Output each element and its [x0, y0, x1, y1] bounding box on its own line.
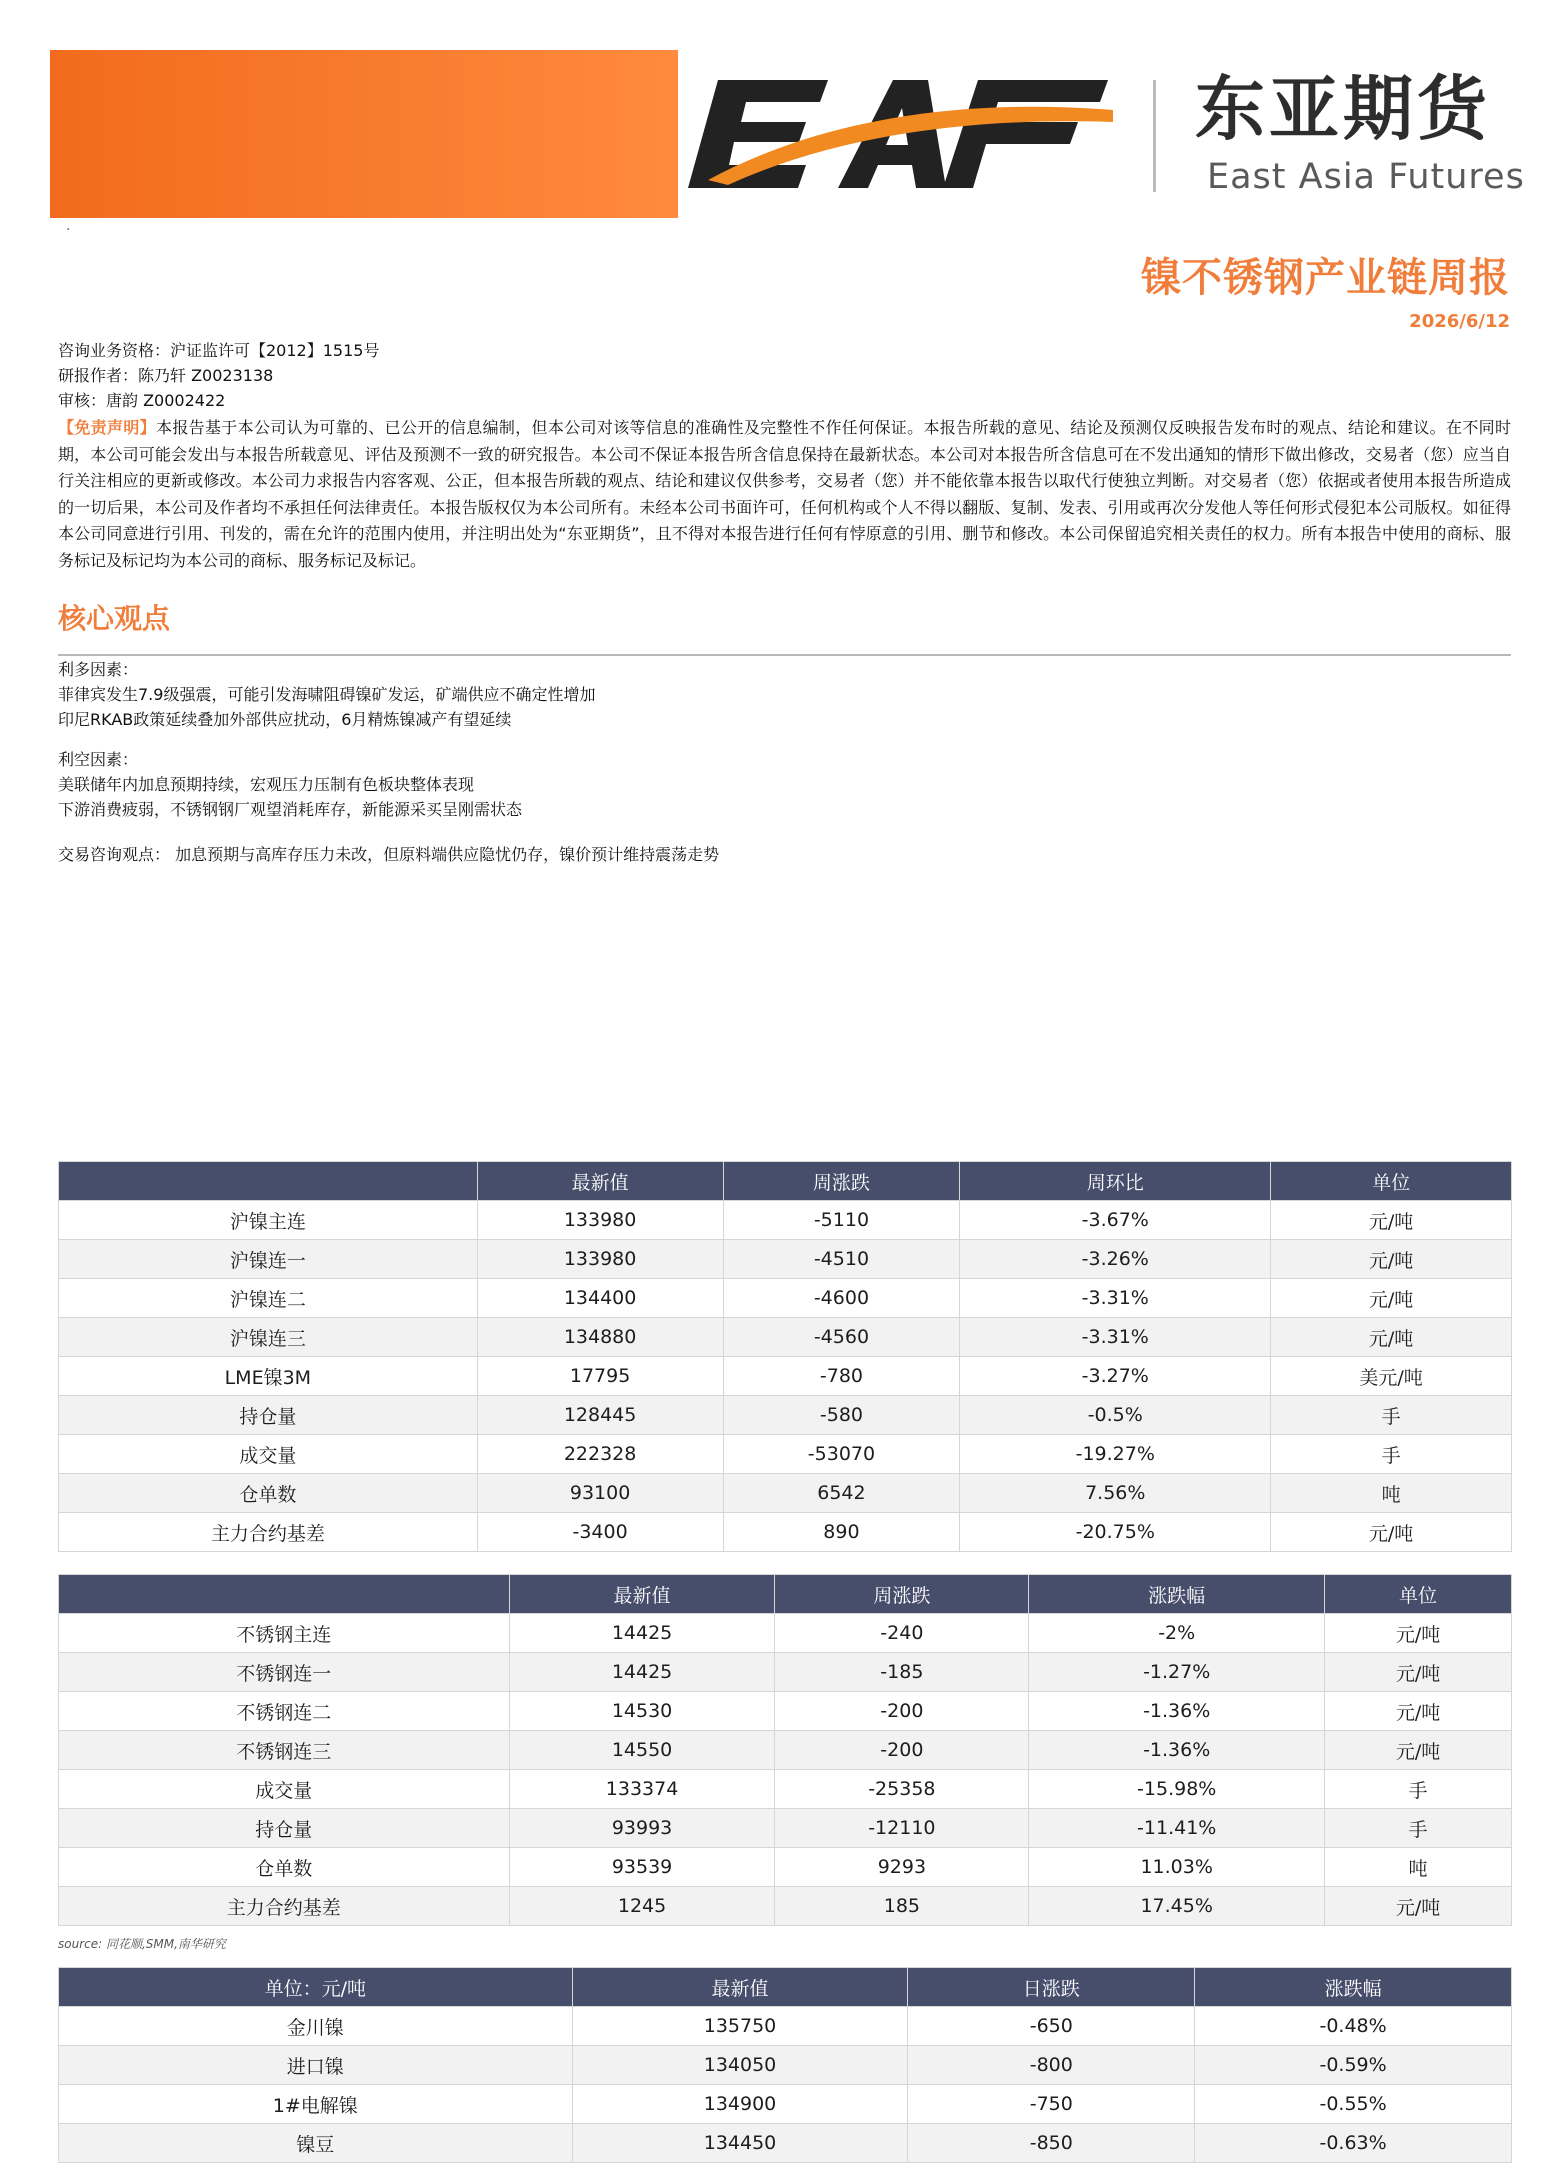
table-row	[59, 1357, 1512, 1396]
table-cell: 93993	[509, 1809, 775, 1848]
table-row	[59, 1435, 1512, 1474]
column-header: 最新值	[477, 1162, 723, 1201]
table-cell: -1.27%	[1029, 1653, 1325, 1692]
row-label: 沪镍连一	[59, 1240, 478, 1279]
table-cell: -53070	[723, 1435, 960, 1474]
table-cell: -3.67%	[960, 1201, 1271, 1240]
table-cell: 元/吨	[1271, 1240, 1512, 1279]
table-row	[59, 2085, 1512, 2124]
table-cell: 元/吨	[1325, 1653, 1512, 1692]
column-header: 周涨跌	[775, 1575, 1029, 1614]
stainless-futures-table	[58, 1574, 1512, 1926]
column-header: 最新值	[509, 1575, 775, 1614]
row-label: 不锈钢主连	[59, 1614, 510, 1653]
table-cell: 134880	[477, 1318, 723, 1357]
table-cell: -5110	[723, 1201, 960, 1240]
logo-divider	[1153, 80, 1156, 192]
table-cell: 222328	[477, 1435, 723, 1474]
table-cell: -20.75%	[960, 1513, 1271, 1552]
row-label: 仓单数	[59, 1848, 510, 1887]
row-label: 不锈钢连二	[59, 1692, 510, 1731]
table-cell: 元/吨	[1325, 1614, 1512, 1653]
section-divider	[58, 654, 1511, 656]
row-label: 主力合约基差	[59, 1887, 510, 1926]
row-label: 金川镍	[59, 2007, 573, 2046]
table-cell: 11.03%	[1029, 1848, 1325, 1887]
row-label: 主力合约基差	[59, 1513, 478, 1552]
table-cell: 元/吨	[1271, 1318, 1512, 1357]
table-cell: 185	[775, 1887, 1029, 1926]
row-label: 沪镍连三	[59, 1318, 478, 1357]
table-cell: 元/吨	[1325, 1731, 1512, 1770]
nickel-spot-table	[58, 1967, 1512, 2163]
column-header: 单位	[1325, 1575, 1512, 1614]
table-cell: -1.36%	[1029, 1731, 1325, 1770]
eaf-logo-icon	[688, 70, 1118, 200]
table-cell: 133980	[477, 1240, 723, 1279]
trade-view: 交易咨询观点： 加息预期与高库存压力未改，但原料端供应隐忧仍存，镍价预计维持震荡走势	[58, 845, 720, 864]
table-cell: -1.36%	[1029, 1692, 1325, 1731]
table-row	[59, 2124, 1512, 2163]
row-label: 沪镍连二	[59, 1279, 478, 1318]
table-cell: 元/吨	[1271, 1201, 1512, 1240]
table-cell: -3400	[477, 1513, 723, 1552]
bull-label: 利多因素：	[58, 660, 139, 679]
brand-name-cn: 东亚期货	[1195, 68, 1491, 150]
table-row	[59, 2007, 1512, 2046]
table-cell: 134050	[572, 2046, 908, 2085]
table-cell: 134400	[477, 1279, 723, 1318]
table-cell: -185	[775, 1653, 1029, 1692]
table-row	[59, 1318, 1512, 1357]
report-title: 镍不锈钢产业链周报	[1141, 255, 1510, 301]
table-cell: -15.98%	[1029, 1770, 1325, 1809]
table-cell: -0.48%	[1195, 2007, 1512, 2046]
table-row	[59, 1240, 1512, 1279]
table-cell: 93539	[509, 1848, 775, 1887]
column-header: 周环比	[960, 1162, 1271, 1201]
table-cell: -11.41%	[1029, 1809, 1325, 1848]
table-cell: 美元/吨	[1271, 1357, 1512, 1396]
column-header: 日涨跌	[908, 1968, 1195, 2007]
table-cell: 17.45%	[1029, 1887, 1325, 1926]
table-cell: -750	[908, 2085, 1195, 2124]
table-row	[59, 1653, 1512, 1692]
column-header: 单位：元/吨	[59, 1968, 573, 2007]
table-cell: -0.63%	[1195, 2124, 1512, 2163]
column-header	[59, 1162, 478, 1201]
table-cell: 元/吨	[1325, 1692, 1512, 1731]
table-cell: -850	[908, 2124, 1195, 2163]
table-cell: 135750	[572, 2007, 908, 2046]
table-row	[59, 1770, 1512, 1809]
reviewer-line: 审核：唐韵 Z0002422	[58, 391, 226, 410]
table-cell: -650	[908, 2007, 1195, 2046]
column-header: 最新值	[572, 1968, 908, 2007]
table-cell: 14425	[509, 1614, 775, 1653]
table-cell: -3.31%	[960, 1279, 1271, 1318]
table-cell: -3.31%	[960, 1318, 1271, 1357]
table-row	[59, 1513, 1512, 1552]
source-note: source: 同花顺,SMM,南华研究	[58, 1937, 226, 1951]
table-cell: 134450	[572, 2124, 908, 2163]
table-cell: 手	[1325, 1770, 1512, 1809]
table-cell: 14425	[509, 1653, 775, 1692]
table-cell: 134900	[572, 2085, 908, 2124]
brand-name-en: East Asia Futures	[1207, 157, 1525, 197]
row-label: 持仓量	[59, 1809, 510, 1848]
disclaimer-label: 【免责声明】	[58, 418, 156, 437]
table-cell: -3.27%	[960, 1357, 1271, 1396]
table-cell: -25358	[775, 1770, 1029, 1809]
header-dot: ·	[66, 222, 71, 238]
disclaimer-text: 本报告基于本公司认为可靠的、已公开的信息编制，但本公司对该等信息的准确性及完整性不作任何保证。本报告所载的意见、结论及预测仅反映报告发布时的观点、结论和建议。在不同时期，本公司可能会发出与本报告所载意见、评估及预测不一致的研究报告。本公司不保证本报告所含信息保持在最新状态。本公司对本报告所含信息可在不发出通知的情形下做出修改，交易者（您）应当自行关注相应的更新或修改。本公司力求报告内容客观、公正，但本报告所载的观点、结论和建议仅供参考，交易者（您）并不能依靠本报告以取代行使独立判断。对交易者（您）依据或者使用本报告所造成的一切后果，本公司及作者均不承担任何法律责任。本报告版权仅为本公司所有。未经本公司书面许可，任何机构或个人不得以翻版、复制、发表、引用或再次分发他人等任何形式侵犯本公司版权。如征得本公司同意进行引用、刊发的，需在允许的范围内使用，并注明出处为“东亚期货”，且不得对本报告进行任何有悖原意的引用、删节和修改。本公司保留追究相关责任的权力。所有本报告中使用的商标、服务标记及标记均为本公司的商标、服务标记及标记。	[58, 418, 1511, 570]
table-cell: 14550	[509, 1731, 775, 1770]
bear-item-1: 美联储年内加息预期持续，宏观压力压制有色板块整体表现	[58, 775, 475, 794]
table-header-row	[59, 1162, 1512, 1201]
table-cell: -4510	[723, 1240, 960, 1279]
table-row	[59, 1848, 1512, 1887]
table-row	[59, 1614, 1512, 1653]
table-cell: 吨	[1271, 1474, 1512, 1513]
table-cell: -0.59%	[1195, 2046, 1512, 2085]
table-cell: -12110	[775, 1809, 1029, 1848]
table-cell: 7.56%	[960, 1474, 1271, 1513]
bull-item-1: 菲律宾发生7.9级强震，可能引发海啸阻碍镍矿发运，矿端供应不确定性增加	[58, 685, 596, 704]
row-label: 镍豆	[59, 2124, 573, 2163]
table-cell: 133374	[509, 1770, 775, 1809]
column-header: 涨跌幅	[1029, 1575, 1325, 1614]
bear-item-2: 下游消费疲弱，不锈钢钢厂观望消耗库存，新能源采买呈刚需状态	[58, 800, 523, 819]
table-row	[59, 1201, 1512, 1240]
table-cell: 吨	[1325, 1848, 1512, 1887]
table-cell: 1245	[509, 1887, 775, 1926]
table-cell: -200	[775, 1692, 1029, 1731]
table-cell: 128445	[477, 1396, 723, 1435]
table-row	[59, 1396, 1512, 1435]
table-cell: -4600	[723, 1279, 960, 1318]
table-row	[59, 1731, 1512, 1770]
table-cell: 17795	[477, 1357, 723, 1396]
table-cell: 93100	[477, 1474, 723, 1513]
bull-item-2: 印尼RKAB政策延续叠加外部供应扰动，6月精炼镍减产有望延续	[58, 710, 512, 729]
column-header: 周涨跌	[723, 1162, 960, 1201]
row-label: 进口镍	[59, 2046, 573, 2085]
row-label: 沪镍主连	[59, 1201, 478, 1240]
table-cell: -0.5%	[960, 1396, 1271, 1435]
table-cell: 133980	[477, 1201, 723, 1240]
table-row	[59, 1279, 1512, 1318]
row-label: 1#电解镍	[59, 2085, 573, 2124]
row-label: 不锈钢连三	[59, 1731, 510, 1770]
header-orange-block	[50, 50, 678, 218]
row-label: 成交量	[59, 1770, 510, 1809]
table-row	[59, 1809, 1512, 1848]
row-label: 成交量	[59, 1435, 478, 1474]
column-header	[59, 1575, 510, 1614]
table-header-row	[59, 1575, 1512, 1614]
table-cell: 手	[1271, 1435, 1512, 1474]
disclaimer	[58, 415, 1511, 574]
table-cell: -2%	[1029, 1614, 1325, 1653]
table-row	[59, 2046, 1512, 2085]
table-cell: 元/吨	[1271, 1513, 1512, 1552]
table-cell: 14530	[509, 1692, 775, 1731]
table-cell: -580	[723, 1396, 960, 1435]
table-cell: -200	[775, 1731, 1029, 1770]
table-cell: -780	[723, 1357, 960, 1396]
table-cell: 6542	[723, 1474, 960, 1513]
author-line: 研报作者：陈乃轩 Z0023138	[58, 366, 274, 385]
table-cell: 手	[1271, 1396, 1512, 1435]
table-header-row	[59, 1968, 1512, 2007]
bear-label: 利空因素：	[58, 750, 139, 769]
table-cell: -19.27%	[960, 1435, 1271, 1474]
table-cell: 890	[723, 1513, 960, 1552]
table-cell: -3.26%	[960, 1240, 1271, 1279]
nickel-futures-table	[58, 1161, 1512, 1552]
table-cell: -800	[908, 2046, 1195, 2085]
table-cell: 元/吨	[1325, 1887, 1512, 1926]
table-cell: 9293	[775, 1848, 1029, 1887]
table-row	[59, 1887, 1512, 1926]
row-label: LME镍3M	[59, 1357, 478, 1396]
table-cell: 手	[1325, 1809, 1512, 1848]
table-cell: -4560	[723, 1318, 960, 1357]
row-label: 仓单数	[59, 1474, 478, 1513]
column-header: 涨跌幅	[1195, 1968, 1512, 2007]
table-cell: -0.55%	[1195, 2085, 1512, 2124]
column-header: 单位	[1271, 1162, 1512, 1201]
table-cell: 元/吨	[1271, 1279, 1512, 1318]
table-cell: -240	[775, 1614, 1029, 1653]
table-row	[59, 1474, 1512, 1513]
qualification-line: 咨询业务资格：沪证监许可【2012】1515号	[58, 341, 380, 360]
row-label: 不锈钢连一	[59, 1653, 510, 1692]
core-view-title: 核心观点	[58, 602, 171, 635]
table-row	[59, 1692, 1512, 1731]
row-label: 持仓量	[59, 1396, 478, 1435]
report-date: 2026/6/12	[1409, 311, 1510, 332]
